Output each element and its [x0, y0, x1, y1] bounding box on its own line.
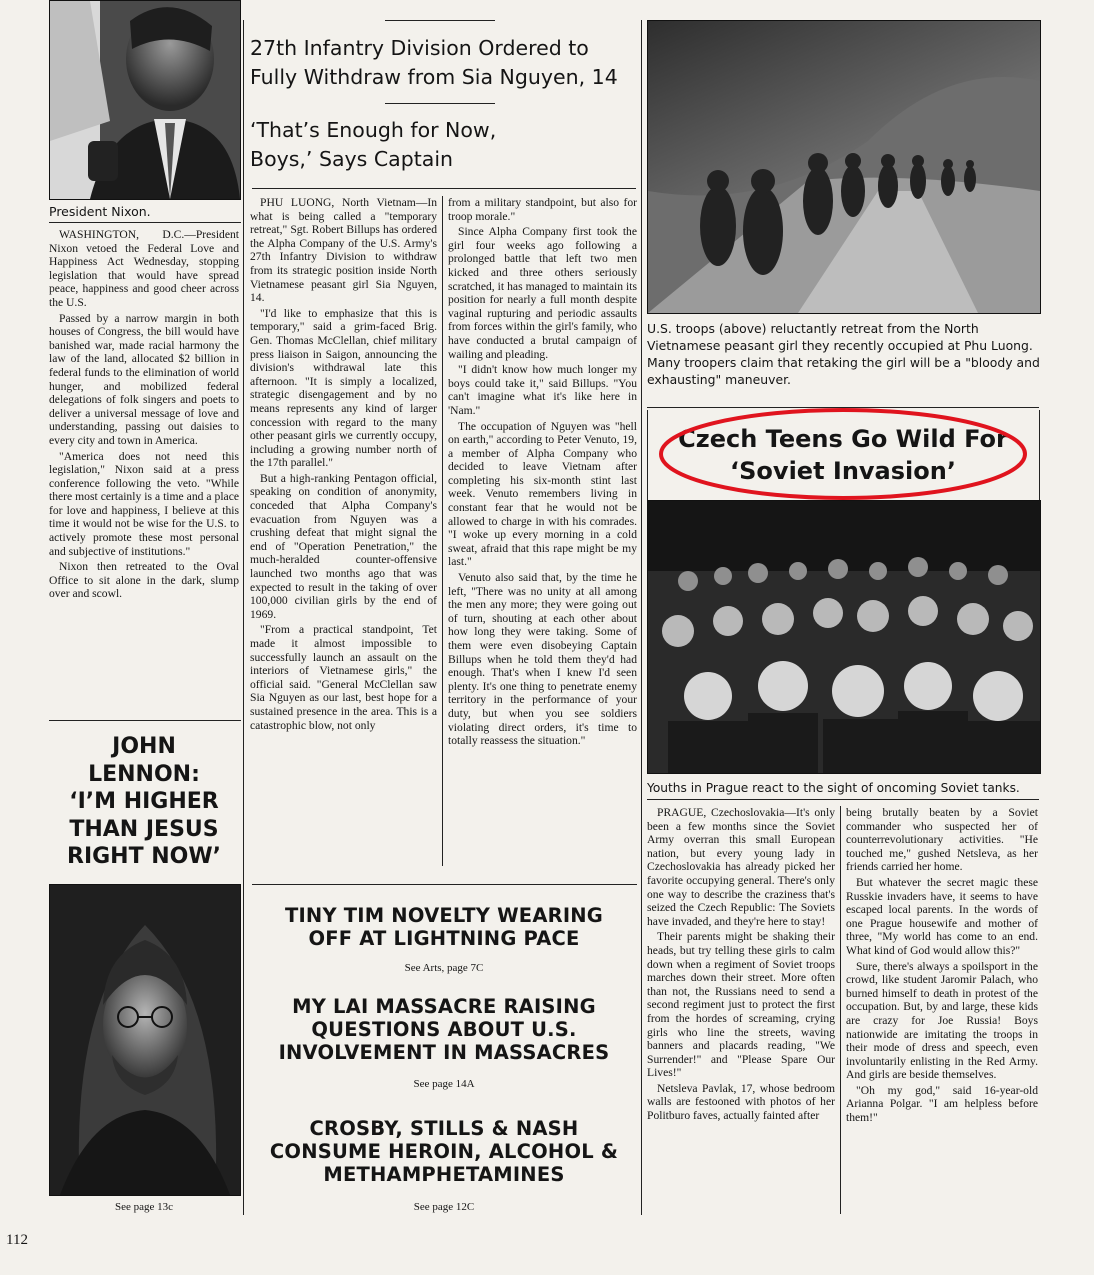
- nixon-story-body: [49, 228, 239, 603]
- czech-paragraph: being brutally beaten by a Soviet commander who suspected her of counterrevolutionary activities. "He touched me," gushed Netsleva, as her friends carried her home.: [846, 806, 1038, 874]
- infantry-paragraph: Since Alpha Company first took the girl four weeks ago following a prolonged battle that left two men kicked and three others seriously scratched, it has managed to maintain its position for nearly a full month despite vaginal rupturing and periodic assaults from forces within the girl's family, who have conducted a brutal campaign of wailing and pleading.: [448, 225, 637, 361]
- czech-box-rule-right: [1039, 410, 1040, 500]
- brief-see-page[interactable]: See page 12C: [413, 1201, 475, 1213]
- lennon-see-page[interactable]: See page 13c: [114, 1201, 174, 1213]
- brief-headline[interactable]: CROSBY, STILLS & NASH CONSUME HEROIN, ALCOHOL & METHAMPHETAMINES: [269, 1117, 619, 1186]
- infantry-subhead: ‘That’s Enough for Now, Boys,’ Says Captain: [250, 118, 497, 171]
- infantry-paragraph: from a military standpoint, but also for troop morale.": [448, 196, 637, 223]
- czech-caption-rule: [647, 799, 1039, 800]
- column-rule-right: [641, 20, 642, 1215]
- infantry-top-rule: [385, 20, 495, 21]
- brief-headline[interactable]: MY LAI MASSACRE RAISING QUESTIONS ABOUT U.S. INVOLVEMENT IN MASSACRES: [278, 995, 610, 1064]
- nixon-caption-rule: [49, 222, 241, 223]
- czech-paragraph: PRAGUE, Czechoslovakia—It's only been a few months since the Soviet Army overran this small European nation, but every young lady in Czechoslovakia has already picked her favorite occupying general. There's only one way to describe the craziness that's seized the Czech Republic: The Soviets have invaded, and they're here to stay!: [647, 806, 835, 928]
- troops-illustration: [648, 21, 1040, 313]
- infantry-paragraph: "From a practical standpoint, Tet made it almost impossible to successfully launch an assault on the interiors of Vietnamese girls," the official said. "General McClellan saw Sia Nguyen as our last, best hope for a sustained presence in the area. This is a catastrophic blow, not only: [250, 623, 437, 732]
- czech-box-rule-left: [647, 410, 648, 500]
- nixon-paragraph: Passed by a narrow margin in both houses of Congress, the bill would have banished war, made racial harmony the law of the land, allocated $2 billion in federal funds to the elimination of world hunger, and mobilized federal delegations of folk singers and poets to deliver a universal message of love and understanding, passing out daisies to every city and town in America.: [49, 311, 239, 447]
- nixon-photo-caption: President Nixon.: [49, 204, 151, 219]
- troops-photo-caption: U.S. troops (above) reluctantly retreat from the North Vietnamese peasant girl they recently occupied at Phu Luong. Many troopers claim that retaking the girl will be a "bloody and exhausting" maneuver.: [647, 321, 1040, 387]
- nixon-portrait-illustration: [50, 1, 240, 199]
- infantry-column-1: [250, 196, 437, 734]
- czech-paragraph: But whatever the secret magic these Russkie invaders have, it seems to have escaped local parents. In the words of one Prague housewife and mother of three, "My world has come to an end. What kind of God would allow this?": [846, 875, 1038, 957]
- crowd-photo: [647, 500, 1041, 774]
- infantry-headline: 27th Infantry Division Ordered to Fully Withdraw from Sia Nguyen, 14: [250, 36, 618, 89]
- annotation-circle: [653, 404, 1033, 504]
- lennon-headline: [49, 733, 239, 871]
- lennon-portrait-illustration: [50, 885, 240, 1195]
- nixon-paragraph: Nixon then retreated to the Oval Office to sit alone in the dark, slump over and scowl.: [49, 560, 239, 601]
- czech-column-2: [846, 806, 1038, 1127]
- nixon-paragraph: WASHINGTON, D.C.—President Nixon vetoed the Federal Love and Happiness Act Wednesday, stopping legislation that would have spread peace, happiness and good cheer across the U.S.: [49, 228, 239, 309]
- czech-paragraph: Their parents might be shaking their heads, but try telling these girls to calm down when a regiment of Soviet troops marches down their street. More often than not, the Russians need to send a second regiment just to protect the first from the hordes of screaming, crying girls who line the streets, waving banners and placards reading, "We Surrender!" and "Please Spare Our Lives!": [647, 930, 835, 1080]
- nixon-photo: [49, 0, 241, 200]
- infantry-subhead-rule: [252, 188, 636, 189]
- infantry-paragraph: "I'd like to emphasize that this is temporary," said a grim-faced Brig. Gen. Thomas McClellan, chief military press liaison in Saigon, announcing the division's withdrawal late this afternoon. "It is simply a localized, strategic disengagement and by no means represents any kind of larger concession with regard to the many other peasant girls we currently occupy, including a growing number north of the 17th parallel.": [250, 306, 437, 470]
- nixon-end-rule: [49, 720, 241, 721]
- infantry-headline-rule: [385, 103, 495, 104]
- infantry-column-rule: [442, 196, 443, 866]
- nixon-paragraph: "America does not need this legislation," Nixon said at a press conference following the veto. "While there most certainly is a time and a place for love and happiness, I believe at this time it would not be wise for the U.S. to actively promote these most personal and subjective of institutions.": [49, 449, 239, 558]
- crowd-photo-caption: Youths in Prague react to the sight of oncoming Soviet tanks.: [647, 781, 1020, 795]
- infantry-paragraph: Venuto also said that, by the time he left, "There was no unity at all among the men any more; they were going out of turn, shouting at each other about how long they were taking. Some of them were even disobeying Captain Billups when he told them they'd had enough. That's when I knew I'd seen plenty. It's one thing to penetrate enemy territory in the performance of your duty, but when you see soldiers violating direct orders, it's time to totally reassess the situation.": [448, 571, 637, 748]
- czech-column-1: [647, 806, 835, 1125]
- czech-paragraph: "Oh my god," said 16-year-old Arianna Polgar. "I am helpless before them!": [846, 1083, 1038, 1125]
- czech-paragraph: Netsleva Pavlak, 17, whose bedroom walls are festooned with photos of her Politburo faves, actually fainted after: [647, 1081, 835, 1123]
- lennon-headline-line: THAN JESUS: [69, 816, 219, 842]
- infantry-paragraph: "I didn't know how much longer my boys could take it," said Billups. "You can't imagine what it's like here in 'Nam.": [448, 363, 637, 417]
- column-rule-left: [243, 20, 244, 1215]
- brief-see-page[interactable]: See page 14A: [413, 1078, 475, 1090]
- czech-paragraph: Sure, there's always a spoilsport in the crowd, like student Jaromir Palach, who burned himself to death in protest of the occupation. But, by and large, these kids are crazy for Joe Russia! Boys nationwide are imitating the troops in their mode of dress and speech, even involuntarily enlisting in the Red Army. And girls are beside themselves.: [846, 959, 1038, 1082]
- czech-headline-line-1: Czech Teens Go Wild For: [678, 425, 1008, 453]
- czech-column-rule: [840, 806, 841, 1214]
- lennon-headline-line: JOHN: [112, 734, 176, 759]
- infantry-paragraph: The occupation of Nguyen was "hell on earth," according to Peter Venuto, 19, a member of Alpha Company who decided to leave Vietnam after completing his six-month stint last week. Venuto remembers living in constant fear that he would not be allowed to charge in with his comrades. "I woke up every morning in a cold sweat, afraid that this rape might be my last.": [448, 419, 637, 569]
- lennon-headline-line: LENNON:: [88, 761, 200, 787]
- lennon-photo: [49, 884, 241, 1196]
- infantry-column-2: [448, 196, 637, 750]
- infantry-paragraph: But a high-ranking Pentagon official, speaking on condition of anonymity, conceded that Alpha Company's evacuation from Nguyen was a crushing defeat that might signal the end of "Operation Penetration," the much-heralded counter-offensive launched two months ago that was expected to result in the taking of over 100,000 civilian girls by the end of 1969.: [250, 471, 437, 621]
- brief-see-page[interactable]: See Arts, page 7C: [404, 962, 484, 974]
- infantry-paragraph: PHU LUONG, North Vietnam—In what is being called a "temporary retreat," Sgt. Robert Billups has ordered the Alpha Company of the U.S. Army's 27th Infantry Division to withdraw from its strategic position inside North Vietnamese peasant girl Sia Nguyen, 14.: [250, 196, 437, 305]
- crowd-illustration: [648, 501, 1040, 773]
- brief-headline[interactable]: TINY TIM NOVELTY WEARING OFF AT LIGHTNING PACE: [284, 904, 604, 950]
- page-number: 112: [6, 1232, 28, 1248]
- lennon-headline-line: RIGHT NOW’: [67, 844, 221, 869]
- lennon-headline-line: ‘I’M HIGHER: [69, 789, 219, 814]
- czech-headline-line-2: ‘Soviet Invasion’: [730, 457, 956, 485]
- briefs-top-rule: [252, 884, 637, 885]
- troops-photo: [647, 20, 1041, 314]
